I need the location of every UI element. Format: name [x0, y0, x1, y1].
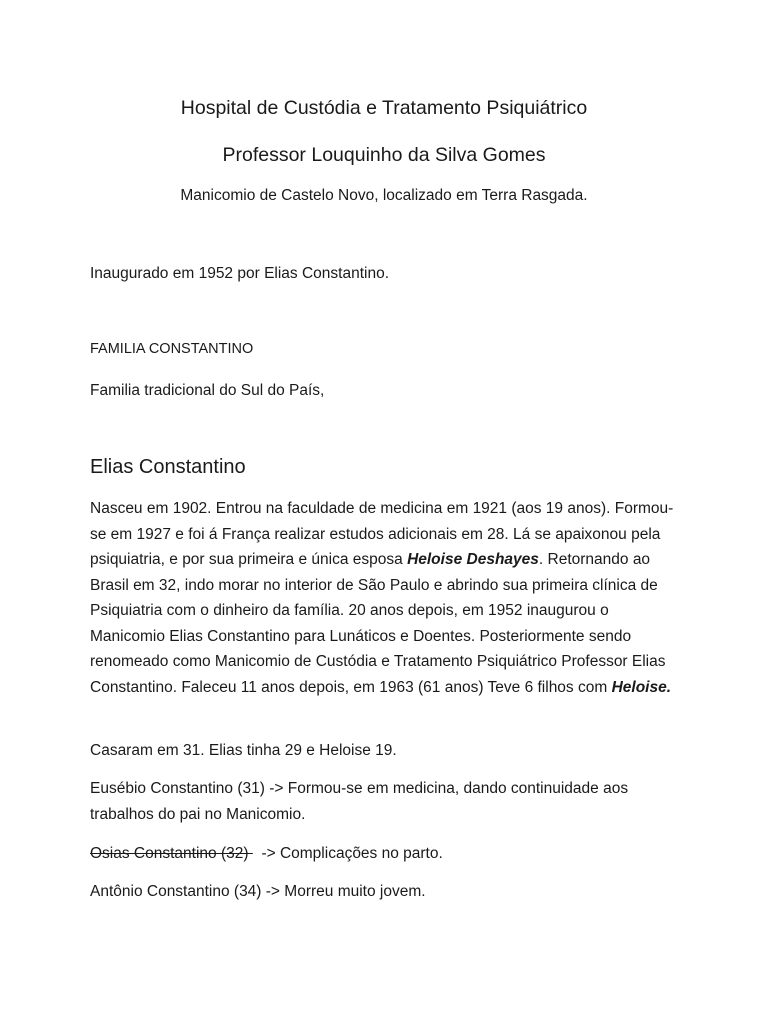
- child-note: -> Complicações no parto.: [252, 845, 443, 862]
- child-name: Eusébio Constantino (31): [90, 780, 265, 797]
- child-entry: [90, 879, 680, 905]
- child-entry: [90, 776, 680, 827]
- document-title-line2: Professor Louquinho da Silva Gomes: [222, 144, 546, 166]
- person-heading: Elias Constantino: [90, 456, 246, 478]
- document-title: Hospital de Custódia e Tratamento Psiquiátrico: [180, 97, 588, 119]
- inauguration-paragraph: Inaugurado em 1952 por Elias Constantino.: [90, 265, 390, 282]
- child-name: Antônio Constantino (34): [90, 883, 262, 900]
- spouse-name-full: Heloise Deshayes: [407, 551, 539, 568]
- child-name-struck: Osias Constantino (32): [90, 845, 253, 862]
- family-heading: FAMILIA CONSTANTINO: [90, 341, 254, 357]
- child-entry: [90, 841, 680, 867]
- spouse-name-short: Heloise.: [611, 678, 672, 696]
- biography-paragraph: [90, 496, 680, 700]
- child-note: -> Formou-se em medicina, dando continuidade aos trabalhos do pai no Manicomio.: [90, 780, 629, 823]
- family-description: Familia tradicional do Sul do País,: [90, 382, 325, 399]
- biography-text-part1: Nasceu em 1902. Entrou na faculdade de medicina em 1921 (aos 19 anos). Formou-se em 1927 e foi á França realizar estudos adicionais em 28. Lá se apaixonou pela psiquiatria, e por sua primeira e única esposa: [90, 500, 674, 568]
- marriage-paragraph: Casaram em 31. Elias tinha 29 e Heloise 19.: [90, 742, 397, 759]
- document-subtitle: Manicomio de Castelo Novo, localizado em Terra Rasgada.: [180, 187, 588, 204]
- biography-text-part2: . Retornando ao Brasil em 32, indo morar no interior de São Paulo e abrindo sua primeira clínica de Psiquiatria com o dinheiro da família. 20 anos depois, em 1952 inaugurou o Manicomio Elias Constantino para Lunáticos e Doentes. Posteriormente sendo renomeado como Manicomio de Custódia e Tratamento Psiquiátrico Professor Elias Constantino. Faleceu 11 anos depois, em 1963 (61 anos) Teve 6 filhos com: [90, 551, 666, 696]
- child-note: -> Morreu muito jovem.: [261, 883, 426, 900]
